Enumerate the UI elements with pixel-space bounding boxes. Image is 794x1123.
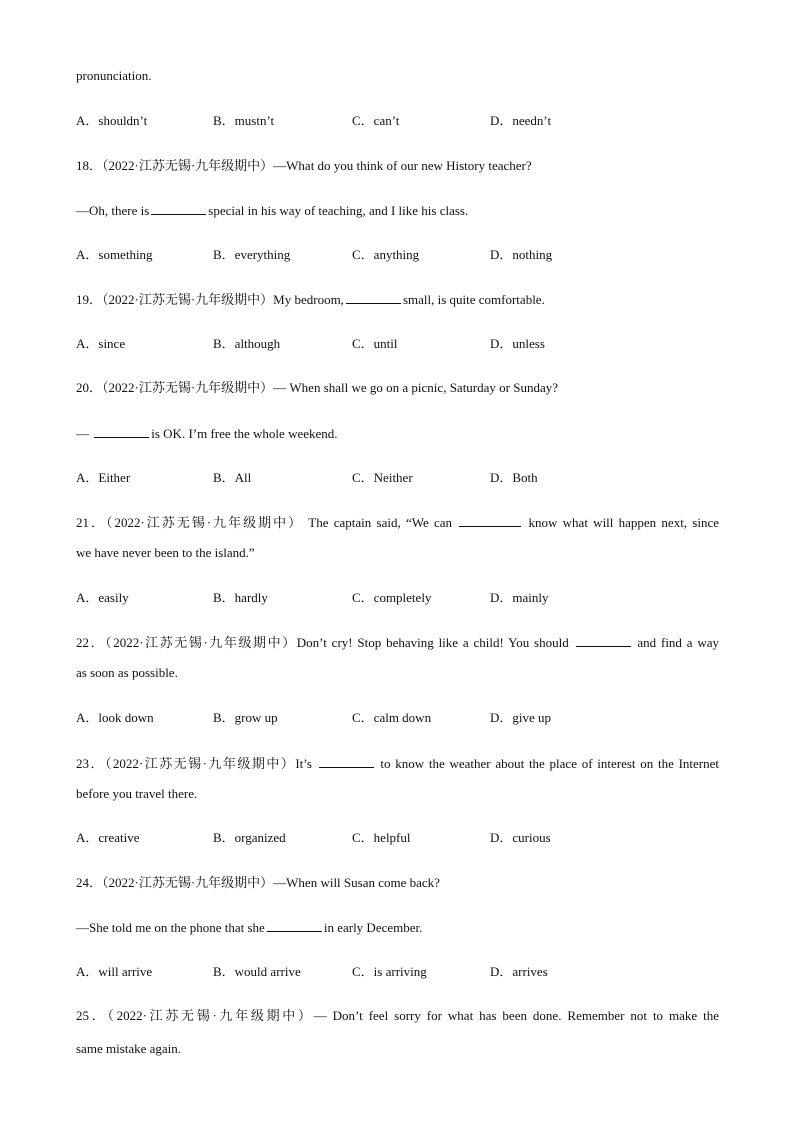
q19-option-a[interactable]: A．since	[76, 336, 126, 351]
answer-blank	[151, 202, 206, 215]
q25-stem-line2: same mistake again.	[76, 1041, 182, 1056]
question-17-tail: pronunciation.	[76, 68, 152, 83]
q24-option-a[interactable]: A．will arrive	[76, 964, 153, 979]
q21-stem-part2: know what will happen next, since	[528, 515, 720, 530]
q21-option-d[interactable]: D．mainly	[490, 590, 549, 605]
q21-option-c[interactable]: C．completely	[352, 590, 432, 605]
answer-blank	[576, 634, 631, 647]
answer-blank	[94, 425, 149, 438]
q24-option-d[interactable]: D．arrives	[490, 964, 548, 979]
q18-option-c[interactable]: C．anything	[352, 247, 420, 262]
q25-stem: 25．（2022·江苏无锡·九年级期中）— Don’t feel sorry for what has been done. Remember not to make the	[76, 1008, 719, 1023]
q19-stem	[76, 291, 719, 308]
q19-stem-part2: small, is quite comfortable.	[402, 292, 545, 307]
q20-option-b[interactable]: B．All	[213, 470, 252, 485]
q23-stem-line2: before you travel there.	[76, 786, 198, 801]
q21-stem	[76, 514, 719, 531]
q18-option-d[interactable]: D．nothing	[490, 247, 553, 262]
q23-stem	[76, 755, 719, 772]
q19-option-b[interactable]: B．although	[213, 336, 281, 351]
q20-option-d[interactable]: D．Both	[490, 470, 538, 485]
q19-option-d[interactable]: D．unless	[490, 336, 545, 351]
q24-reply	[76, 919, 719, 936]
q22-stem-line2: as soon as possible.	[76, 665, 178, 680]
q24-reply-part1: —She told me on the phone that she	[76, 920, 265, 935]
q21-stem-line2: we have never been to the island.”	[76, 545, 255, 560]
q21-option-b[interactable]: B．hardly	[213, 590, 268, 605]
q22-stem	[76, 634, 719, 651]
q22-option-a[interactable]: A．look down	[76, 710, 154, 725]
q20-stem: 20．（2022·江苏无锡·九年级期中）— When shall we go on a picnic, Saturday or Sunday?	[76, 380, 559, 395]
q22-stem-part1: 22．（2022·江苏无锡·九年级期中）Don’t cry! Stop behaving like a child! You should	[76, 635, 569, 650]
q23-option-d[interactable]: D．curious	[490, 830, 551, 845]
q18-reply	[76, 202, 719, 219]
q23-option-a[interactable]: A．creative	[76, 830, 140, 845]
q23-option-c[interactable]: C．helpful	[352, 830, 411, 845]
q23-stem-part2: to know the weather about the place of interest on the Internet	[380, 756, 720, 771]
answer-blank	[459, 514, 521, 527]
q18-option-a[interactable]: A．something	[76, 247, 153, 262]
answer-blank	[319, 755, 374, 768]
answer-blank	[267, 919, 322, 932]
q24-reply-part2: in early December.	[323, 920, 423, 935]
q21-option-a[interactable]: A．easily	[76, 590, 129, 605]
q22-option-d[interactable]: D．give up	[490, 710, 552, 725]
q20-reply-part1: —	[76, 426, 89, 441]
q22-stem-part2: and find a way	[637, 635, 720, 650]
q24-option-b[interactable]: B．would arrive	[213, 964, 301, 979]
q21-stem-part1: 21．（2022·江苏无锡·九年级期中） The captain said, “We can	[76, 515, 453, 530]
q18-reply-part1: —Oh, there is	[76, 203, 150, 218]
q18-stem: 18．（2022·江苏无锡·九年级期中）—What do you think of our new History teacher?	[76, 158, 532, 173]
q20-option-c[interactable]: C．Neither	[352, 470, 413, 485]
q22-option-c[interactable]: C．calm down	[352, 710, 432, 725]
q17-option-b[interactable]: B．mustn’t	[213, 113, 275, 128]
q23-option-b[interactable]: B．organized	[213, 830, 286, 845]
q19-option-c[interactable]: C．until	[352, 336, 398, 351]
q19-stem-part1: 19．（2022·江苏无锡·九年级期中）My bedroom,	[76, 292, 344, 307]
q17-option-c[interactable]: C．can’t	[352, 113, 400, 128]
q22-option-b[interactable]: B．grow up	[213, 710, 278, 725]
q24-option-c[interactable]: C．is arriving	[352, 964, 427, 979]
answer-blank	[346, 291, 401, 304]
q18-reply-part2: special in his way of teaching, and I like his class.	[208, 203, 469, 218]
q20-reply-part2: is OK. I’m free the whole weekend.	[151, 426, 338, 441]
q17-option-a[interactable]: A．shouldn’t	[76, 113, 148, 128]
q18-option-b[interactable]: B．everything	[213, 247, 291, 262]
q20-option-a[interactable]: A．Either	[76, 470, 131, 485]
q17-option-d[interactable]: D．needn’t	[490, 113, 552, 128]
q23-stem-part1: 23．（2022·江苏无锡·九年级期中）It’s	[76, 756, 312, 771]
q24-stem: 24．（2022·江苏无锡·九年级期中）—When will Susan come back?	[76, 875, 440, 890]
q20-reply	[76, 425, 719, 442]
